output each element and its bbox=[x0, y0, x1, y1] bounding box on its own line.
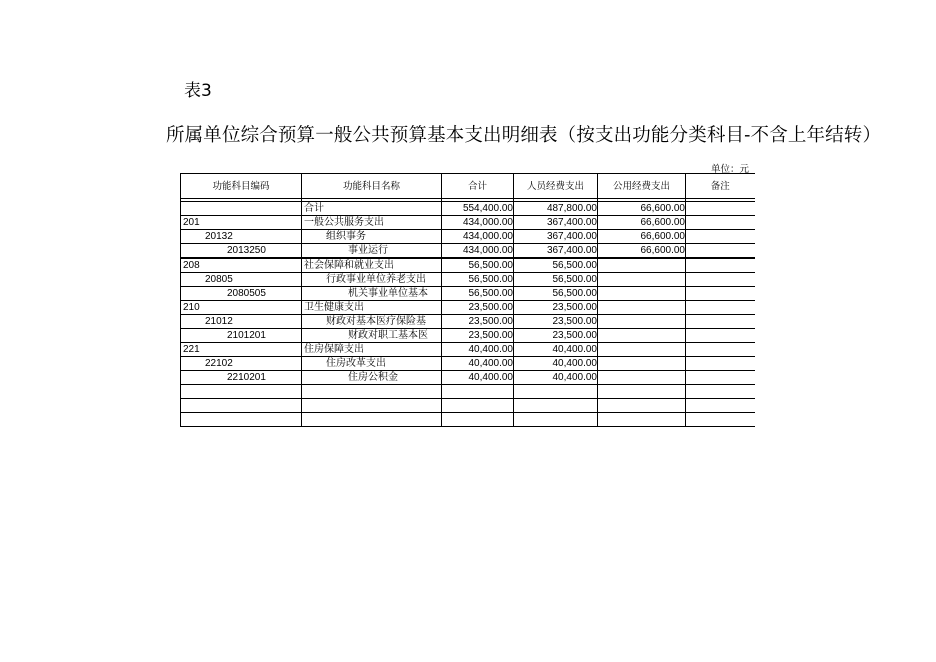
table-row bbox=[181, 329, 755, 343]
personnel-cell: 367,400.00 bbox=[514, 244, 598, 259]
total-cell: 23,500.00 bbox=[442, 329, 514, 343]
code-cell: 201 bbox=[181, 216, 302, 230]
name-cell: 住房公积金 bbox=[302, 371, 442, 385]
header-remark: 备注 bbox=[686, 174, 755, 199]
personnel-cell: 487,800.00 bbox=[514, 202, 598, 216]
code-cell: 208 bbox=[181, 258, 302, 273]
table-row bbox=[181, 371, 755, 385]
remark-cell bbox=[686, 230, 755, 244]
table-row bbox=[181, 202, 755, 216]
personnel-cell: 40,400.00 bbox=[514, 371, 598, 385]
name-cell: 一般公共服务支出 bbox=[302, 216, 442, 230]
remark-cell bbox=[686, 216, 755, 230]
table-row bbox=[181, 216, 755, 230]
personnel-cell: 56,500.00 bbox=[514, 273, 598, 287]
name-cell: 行政事业单位养老支出 bbox=[302, 273, 442, 287]
code-cell: 221 bbox=[181, 343, 302, 357]
total-cell bbox=[442, 399, 514, 413]
total-cell: 434,000.00 bbox=[442, 230, 514, 244]
personnel-cell: 367,400.00 bbox=[514, 230, 598, 244]
remark-cell bbox=[686, 287, 755, 301]
table-row bbox=[181, 244, 755, 259]
table-row bbox=[181, 258, 755, 273]
header-row bbox=[181, 174, 755, 199]
total-cell: 40,400.00 bbox=[442, 357, 514, 371]
total-cell: 554,400.00 bbox=[442, 202, 514, 216]
remark-cell bbox=[686, 343, 755, 357]
name-cell: 财政对职工基本医 bbox=[302, 329, 442, 343]
personnel-cell: 56,500.00 bbox=[514, 258, 598, 273]
name-cell: 住房保障支出 bbox=[302, 343, 442, 357]
public-cell: 66,600.00 bbox=[598, 202, 686, 216]
remark-cell bbox=[686, 357, 755, 371]
personnel-cell: 56,500.00 bbox=[514, 287, 598, 301]
public-cell bbox=[598, 301, 686, 315]
remark-cell bbox=[686, 258, 755, 273]
name-cell bbox=[302, 399, 442, 413]
public-cell bbox=[598, 357, 686, 371]
remark-cell bbox=[686, 329, 755, 343]
header-total: 合计 bbox=[442, 174, 514, 199]
total-cell: 56,500.00 bbox=[442, 258, 514, 273]
expenditure-table bbox=[180, 173, 755, 427]
code-cell: 20805 bbox=[181, 273, 302, 287]
public-cell: 66,600.00 bbox=[598, 216, 686, 230]
code-cell bbox=[181, 202, 302, 216]
public-cell bbox=[598, 287, 686, 301]
code-cell: 2013250 bbox=[181, 244, 302, 259]
code-cell: 22102 bbox=[181, 357, 302, 371]
code-cell bbox=[181, 399, 302, 413]
name-cell: 合计 bbox=[302, 202, 442, 216]
table-title: 所属单位综合预算一般公共预算基本支出明细表（按支出功能分类科目-不含上年结转） bbox=[166, 125, 882, 146]
header-personnel: 人员经费支出 bbox=[514, 174, 598, 199]
total-cell: 40,400.00 bbox=[442, 371, 514, 385]
table-row bbox=[181, 287, 755, 301]
remark-cell bbox=[686, 301, 755, 315]
remark-cell bbox=[686, 315, 755, 329]
public-cell bbox=[598, 399, 686, 413]
public-cell bbox=[598, 413, 686, 427]
public-cell bbox=[598, 329, 686, 343]
personnel-cell: 40,400.00 bbox=[514, 357, 598, 371]
personnel-cell bbox=[514, 385, 598, 399]
table-row bbox=[181, 230, 755, 244]
name-cell: 机关事业单位基本 bbox=[302, 287, 442, 301]
public-cell: 66,600.00 bbox=[598, 244, 686, 259]
remark-cell bbox=[686, 273, 755, 287]
code-cell: 210 bbox=[181, 301, 302, 315]
name-cell: 卫生健康支出 bbox=[302, 301, 442, 315]
public-cell: 66,600.00 bbox=[598, 230, 686, 244]
total-cell: 434,000.00 bbox=[442, 244, 514, 259]
total-cell: 23,500.00 bbox=[442, 315, 514, 329]
personnel-cell: 23,500.00 bbox=[514, 301, 598, 315]
header-name: 功能科目名称 bbox=[302, 174, 442, 199]
code-cell: 21012 bbox=[181, 315, 302, 329]
name-cell bbox=[302, 385, 442, 399]
code-cell: 2080505 bbox=[181, 287, 302, 301]
header-code: 功能科目编码 bbox=[181, 174, 302, 199]
total-cell: 56,500.00 bbox=[442, 287, 514, 301]
code-cell: 2101201 bbox=[181, 329, 302, 343]
public-cell bbox=[598, 258, 686, 273]
total-cell: 434,000.00 bbox=[442, 216, 514, 230]
name-cell: 组织事务 bbox=[302, 230, 442, 244]
table-row bbox=[181, 385, 755, 399]
total-cell: 40,400.00 bbox=[442, 343, 514, 357]
remark-cell bbox=[686, 413, 755, 427]
name-cell: 社会保障和就业支出 bbox=[302, 258, 442, 273]
remark-cell bbox=[686, 202, 755, 216]
remark-cell bbox=[686, 371, 755, 385]
table-row bbox=[181, 315, 755, 329]
name-cell: 事业运行 bbox=[302, 244, 442, 259]
personnel-cell: 367,400.00 bbox=[514, 216, 598, 230]
public-cell bbox=[598, 371, 686, 385]
personnel-cell bbox=[514, 413, 598, 427]
total-cell bbox=[442, 413, 514, 427]
remark-cell bbox=[686, 399, 755, 413]
code-cell: 20132 bbox=[181, 230, 302, 244]
public-cell bbox=[598, 385, 686, 399]
name-cell bbox=[302, 413, 442, 427]
code-cell: 2210201 bbox=[181, 371, 302, 385]
title-container bbox=[166, 121, 882, 149]
header-public: 公用经费支出 bbox=[598, 174, 686, 199]
name-cell: 住房改革支出 bbox=[302, 357, 442, 371]
personnel-cell: 40,400.00 bbox=[514, 343, 598, 357]
remark-cell bbox=[686, 244, 755, 259]
personnel-cell: 23,500.00 bbox=[514, 329, 598, 343]
sheet-label: 表3 bbox=[184, 81, 212, 101]
code-cell bbox=[181, 413, 302, 427]
personnel-cell bbox=[514, 399, 598, 413]
table-body bbox=[181, 199, 755, 427]
total-cell: 23,500.00 bbox=[442, 301, 514, 315]
name-cell: 财政对基本医疗保险基 bbox=[302, 315, 442, 329]
table-row bbox=[181, 357, 755, 371]
code-cell bbox=[181, 385, 302, 399]
total-cell: 56,500.00 bbox=[442, 273, 514, 287]
remark-cell bbox=[686, 385, 755, 399]
personnel-cell: 23,500.00 bbox=[514, 315, 598, 329]
total-cell bbox=[442, 385, 514, 399]
public-cell bbox=[598, 273, 686, 287]
unit-label: 单位：元 bbox=[711, 164, 750, 175]
table-row bbox=[181, 413, 755, 427]
table-row bbox=[181, 273, 755, 287]
table-row bbox=[181, 343, 755, 357]
table-row bbox=[181, 399, 755, 413]
table-row bbox=[181, 301, 755, 315]
public-cell bbox=[598, 315, 686, 329]
public-cell bbox=[598, 343, 686, 357]
